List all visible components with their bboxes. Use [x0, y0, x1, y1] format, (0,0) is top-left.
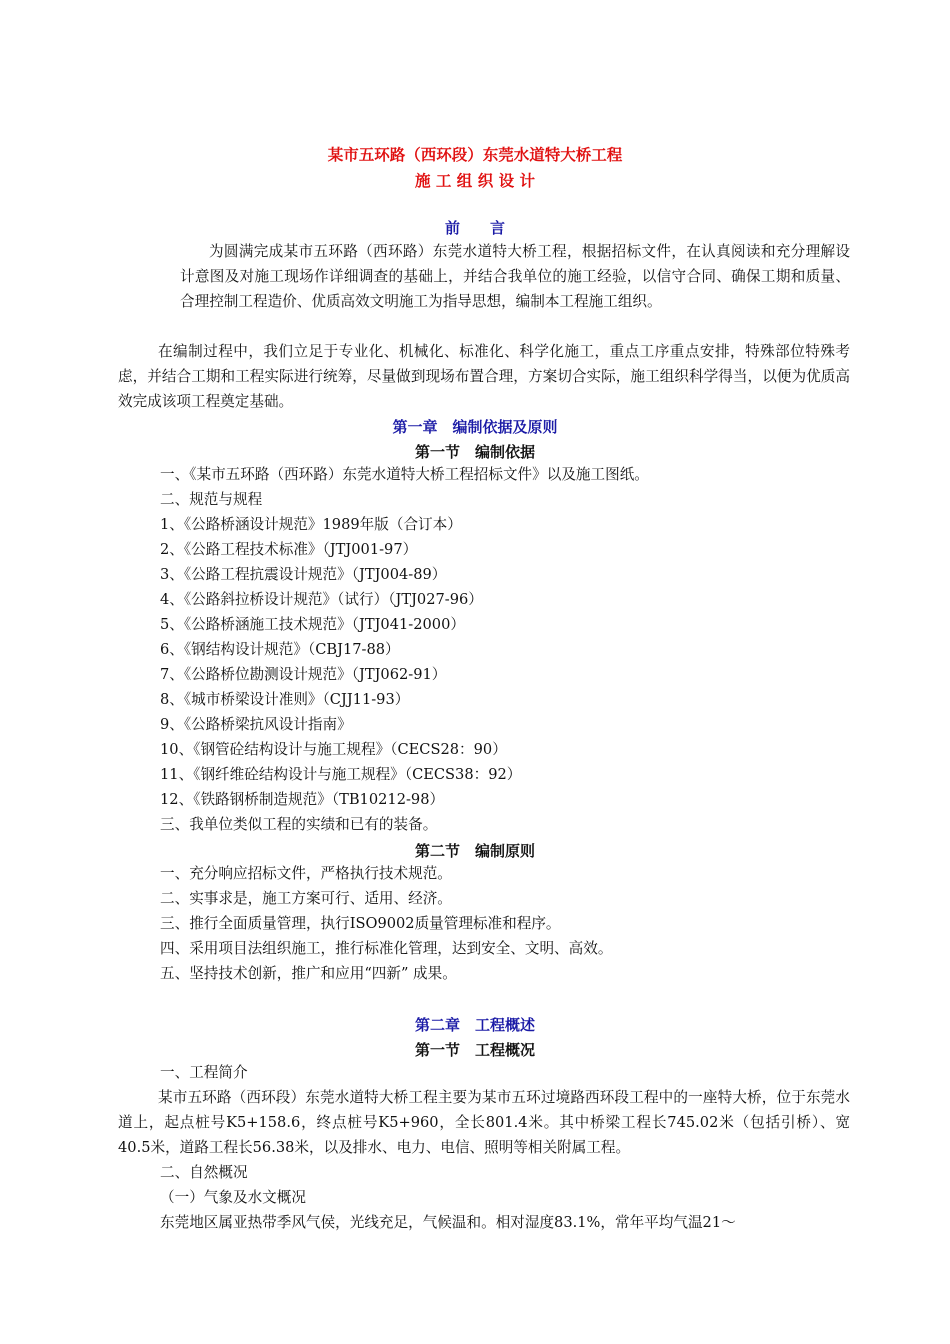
basis-item: 4、《公路斜拉桥设计规范》（试行）（JTJ027-96）: [160, 591, 483, 608]
basis-item: 9、《公路桥梁抗风设计指南》: [160, 716, 352, 733]
preface-paragraph-1: 为圆满完成某市五环路（西环路）东莞水道特大桥工程，根据招标文件，在认真阅读和充分理解设计意图及对施工现场作详细调查的基础上，并结合我单位的施工经验，以信守合同、确保工期和质量、合理控制工程造价、优质高效文明施工为指导思想，编制本工程施工组织。: [180, 243, 850, 310]
principle-item: 二、实事求是，施工方案可行、适用、经济。: [160, 890, 452, 907]
document-title: 某市五环路（西环段）东莞水道特大桥工程: [327, 146, 623, 164]
chapter-1-section-2-heading: 第二节 编制原则: [414, 842, 535, 860]
principle-item: 一、充分响应招标文件，严格执行技术规范。: [160, 865, 452, 882]
preface-paragraph-2: 在编制过程中，我们立足于专业化、机械化、标准化、科学化施工，重点工序重点安排，特殊部位特殊考虑，并结合工期和工程实际进行统筹，尽量做到现场布置合理，方案切合实际，施工组织科学得当，以便为优质高效完成该项工程奠定基础。: [118, 343, 850, 410]
chapter-1-heading: 第一章 编制依据及原则: [392, 418, 558, 436]
principle-item: 三、推行全面质量管理，执行ISO9002质量管理标准和程序。: [160, 915, 561, 932]
basis-item: 6、《钢结构设计规范》（CBJ17-88）: [160, 641, 400, 658]
basis-item: 5、《公路桥涵施工技术规范》（JTJ041-2000）: [160, 616, 465, 633]
principle-item: 五、坚持技术创新，推广和应用“四新” 成果。: [160, 965, 457, 982]
basis-item: 7、《公路桥位勘测设计规范》（JTJ062-91）: [160, 666, 447, 683]
basis-item: 1、《公路桥涵设计规范》1989年版（合订本）: [160, 516, 462, 533]
basis-item: 三、我单位类似工程的实绩和已有的装备。: [160, 816, 438, 833]
basis-item: 12、《铁路钢桥制造规范》（TB10212-98）: [160, 791, 445, 808]
subsection-heading: 一、工程简介: [160, 1064, 248, 1081]
basis-item: 10、《钢管砼结构设计与施工规程》（CECS28：90）: [160, 741, 507, 758]
basis-item: 二、规范与规程: [160, 491, 263, 508]
subsection-heading: （一）气象及水文概况: [160, 1189, 306, 1206]
basis-item: 2、《公路工程技术标准》（JTJ001-97）: [160, 541, 418, 558]
basis-item: 11、《钢纤维砼结构设计与施工规程》（CECS38：92）: [160, 766, 522, 783]
climate-text-line: 东莞地区属亚热带季风气侯，光线充足，气候温和。相对湿度83.1%，常年平均气温21～: [160, 1214, 736, 1231]
basis-item: 一、《某市五环路（西环路）东莞水道特大桥工程招标文件》以及施工图纸。: [160, 466, 649, 483]
basis-item: 8、《城市桥梁设计准则》（CJJ11-93）: [160, 691, 410, 708]
project-intro-paragraph: 某市五环路（西环段）东莞水道特大桥工程主要为某市五环过境路西环段工程中的一座特大桥，位于东莞水道上，起点桩号K5+158.6，终点桩号K5+960，全长801.4米。其中桥梁工程长745.02米（包括引桥）、宽40.5米，道路工程长56.38米，以及排水、电力、电信、照明等相关附属工程。: [118, 1089, 850, 1156]
principle-item: 四、采用项目法组织施工，推行标准化管理，达到安全、文明、高效。: [160, 940, 613, 957]
basis-item: 3、《公路工程抗震设计规范》（JTJ004-89）: [160, 566, 447, 583]
chapter-2-heading: 第二章 工程概述: [414, 1016, 535, 1034]
preface-heading: 前 言: [444, 219, 505, 237]
subsection-heading: 二、自然概况: [160, 1164, 248, 1181]
chapter-2-section-1-heading: 第一节 工程概况: [414, 1041, 535, 1059]
document-subtitle: 施 工 组 织 设 计: [415, 172, 535, 190]
chapter-1-section-1-heading: 第一节 编制依据: [414, 443, 535, 461]
